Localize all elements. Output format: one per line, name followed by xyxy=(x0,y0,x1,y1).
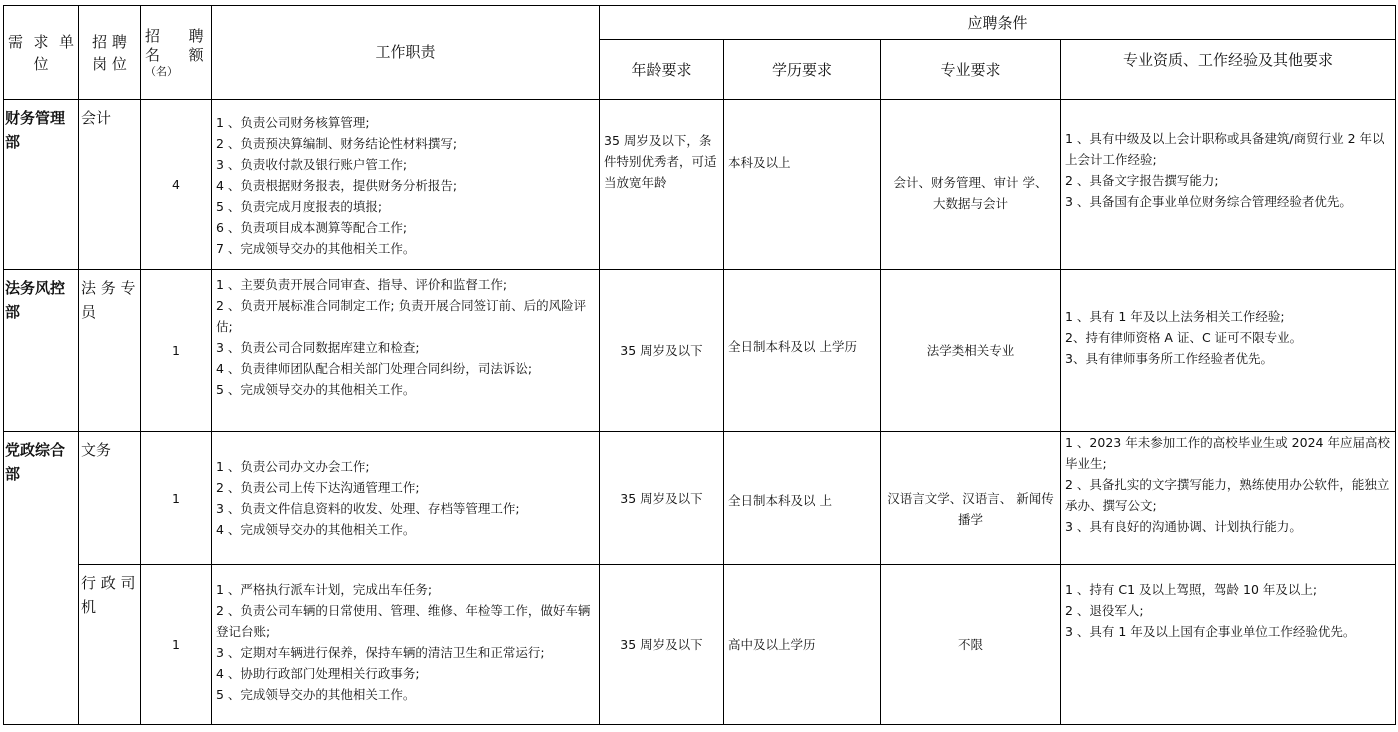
education-cell: 本科及以上 xyxy=(724,100,881,270)
major-line: 会计、财务管理、审计 学、 xyxy=(893,175,1048,190)
duty-item: 1 、负责公司办文办会工作; xyxy=(216,459,370,474)
header-position-line: 岗 位 xyxy=(92,54,127,73)
other-cell xyxy=(1061,432,1396,565)
req-item: 2、持有律师资格 A 证、C 证可不限专业。 xyxy=(1065,330,1303,345)
duty-item: 4 、完成领导交办的其他相关工作。 xyxy=(216,522,416,537)
age-line: 35 周岁及以下 xyxy=(620,490,703,506)
table-row xyxy=(4,565,1396,725)
req-item: 3 、具备国有企事业单位财务综合管理经验者优先。 xyxy=(1065,194,1352,209)
other-cell xyxy=(1061,565,1396,725)
duty-item: 5 、完成领导交办的其他相关工作。 xyxy=(216,382,416,397)
dept-line: 党政综合 xyxy=(5,441,66,459)
age-cell xyxy=(600,432,724,565)
age-line: 35 周岁及以下 xyxy=(620,637,703,652)
duty-item: 1 、严格执行派车计划，完成出车任务; xyxy=(216,582,433,597)
header-dept-line: 需 求 单 xyxy=(8,32,74,51)
age-line: 35 周岁及以下 xyxy=(620,343,703,358)
major-line: 不限 xyxy=(957,637,983,652)
duty-item: 2 、负责开展标准合同制定工作; 负责开展合同签订前、后的风险评估; xyxy=(216,298,587,334)
duty-item: 2 、负责公司上传下达沟通管理工作; xyxy=(216,480,420,495)
header-major: 专业要求 xyxy=(881,40,1061,100)
header-dept xyxy=(4,6,79,100)
position-cell xyxy=(79,270,141,432)
duty-item: 4 、负责律师团队配合相关部门处理合同纠纷，司法诉讼; xyxy=(216,361,533,376)
duties-cell xyxy=(212,432,600,565)
req-item: 3 、具有良好的沟通协调、计划执行能力。 xyxy=(1065,519,1302,534)
header-age: 年龄要求 xyxy=(600,40,724,100)
duty-item: 7 、完成领导交办的其他相关工作。 xyxy=(216,241,416,256)
duty-item: 3 、定期对车辆进行保养，保持车辆的清洁卫生和正常运行; xyxy=(216,645,545,660)
header-education: 学历要求 xyxy=(724,40,881,100)
req-item: 3 、具有 1 年及以上国有企事业单位工作经验优先。 xyxy=(1065,624,1356,639)
table-row xyxy=(4,270,1396,432)
req-item: 1 、具有 1 年及以上法务相关工作经验; xyxy=(1065,309,1285,324)
header-position xyxy=(79,6,141,100)
req-item: 1 、具有中级及以上会计职称或具备建筑/商贸行业 2 年以上会计工作经验; xyxy=(1065,131,1385,167)
table-row xyxy=(4,432,1396,565)
req-item: 2 、退役军人; xyxy=(1065,603,1144,618)
duty-item: 5 、负责完成月度报表的填报; xyxy=(216,199,383,214)
dept-line: 部 xyxy=(5,303,21,321)
age-cell xyxy=(600,565,724,725)
dept-cell xyxy=(4,100,79,270)
major-line: 法学类相关专业 xyxy=(926,343,1015,358)
duties-cell xyxy=(212,270,600,432)
age-cell xyxy=(600,100,724,270)
header-count-line: 招 聘 xyxy=(145,27,204,45)
age-line: 35 周岁及以下，条 xyxy=(604,133,712,148)
major-line: 播学 xyxy=(957,512,983,527)
count-cell: 1 xyxy=(141,565,212,725)
recruitment-table xyxy=(3,5,1396,725)
duty-item: 4 、协助行政部门处理相关行政事务; xyxy=(216,666,420,681)
major-cell xyxy=(881,270,1061,432)
dept-line: 部 xyxy=(5,465,21,483)
dept-cell xyxy=(4,432,79,725)
duty-item: 2 、负责公司车辆的日常使用、管理、维修、年检等工作，做好车辆登记台账; xyxy=(216,603,591,639)
position-line: 员 xyxy=(81,303,97,321)
header-duties: 工作职责 xyxy=(212,6,600,100)
duty-item: 3 、负责公司合同数据库建立和检查; xyxy=(216,340,420,355)
other-cell xyxy=(1061,100,1396,270)
position-line: 机 xyxy=(81,598,97,616)
header-position-line: 招 聘 xyxy=(92,32,127,51)
major-line: 汉语言文学、汉语言、 新闻传 xyxy=(887,491,1054,506)
req-item: 3、具有律师事务所工作经验者优先。 xyxy=(1065,351,1273,366)
age-cell xyxy=(600,270,724,432)
req-item: 1 、持有 C1 及以上驾照，驾龄 10 年及以上; xyxy=(1065,582,1318,597)
dept-line: 部 xyxy=(5,133,21,151)
table-row xyxy=(4,100,1396,270)
position-line: 法 务 专 xyxy=(81,279,136,297)
header-other: 专业资质、工作经验及其他要求 xyxy=(1061,40,1396,100)
req-item: 1 、2023 年未参加工作的高校毕业生或 2024 年应届高校毕业生; xyxy=(1065,435,1390,471)
position-cell xyxy=(79,565,141,725)
header-count xyxy=(141,6,212,100)
other-cell xyxy=(1061,270,1396,432)
dept-cell xyxy=(4,270,79,432)
req-item: 2 、具备扎实的文字撰写能力，熟练使用办公软件，能独立承办、撰写公文; xyxy=(1065,477,1390,513)
count-cell: 1 xyxy=(141,432,212,565)
education-cell: 高中及以上学历 xyxy=(724,565,881,725)
education-cell: 全日制本科及以 上学历 xyxy=(724,270,881,432)
position-cell xyxy=(79,432,141,565)
position-cell xyxy=(79,100,141,270)
duty-item: 3 、负责文件信息资料的收发、处理、存档等管理工作; xyxy=(216,501,520,516)
position-line: 文务 xyxy=(81,441,112,459)
dept-line: 法务风控 xyxy=(5,279,66,297)
major-cell xyxy=(881,100,1061,270)
duties-cell xyxy=(212,100,600,270)
header-count-line: 名 额 xyxy=(145,46,204,64)
dept-line: 财务管理 xyxy=(5,109,66,127)
duties-cell xyxy=(212,565,600,725)
duty-item: 3 、负责收付款及银行账户管工作; xyxy=(216,157,408,172)
education-cell: 全日制本科及以 上 xyxy=(724,432,881,565)
major-line: 大数据与会计 xyxy=(932,196,1008,211)
position-line: 会计 xyxy=(81,109,112,127)
count-cell: 1 xyxy=(141,270,212,432)
count-cell: 4 xyxy=(141,100,212,270)
duty-item: 6 、负责项目成本测算等配合工作; xyxy=(216,220,408,235)
duty-item: 5 、完成领导交办的其他相关工作。 xyxy=(216,687,416,702)
position-line: 行 政 司 xyxy=(81,574,136,592)
header-dept-line: 位 xyxy=(33,54,49,73)
age-line: 件特别优秀者，可适 xyxy=(604,154,717,169)
duty-item: 2 、负责预决算编制、财务结论性材料撰写; xyxy=(216,136,458,151)
duty-item: 4 、负责根据财务报表，提供财务分析报告; xyxy=(216,178,458,193)
header-conditions: 应聘条件 xyxy=(600,6,1396,40)
duty-item: 1 、负责公司财务核算管理; xyxy=(216,115,370,130)
major-cell xyxy=(881,432,1061,565)
major-cell xyxy=(881,565,1061,725)
age-line: 当放宽年龄 xyxy=(604,175,667,190)
req-item: 2 、具备文字报告撰写能力; xyxy=(1065,173,1219,188)
duty-item: 1 、主要负责开展合同审查、指导、评价和监督工作; xyxy=(216,277,508,292)
header-count-unit: （名） xyxy=(145,65,178,78)
